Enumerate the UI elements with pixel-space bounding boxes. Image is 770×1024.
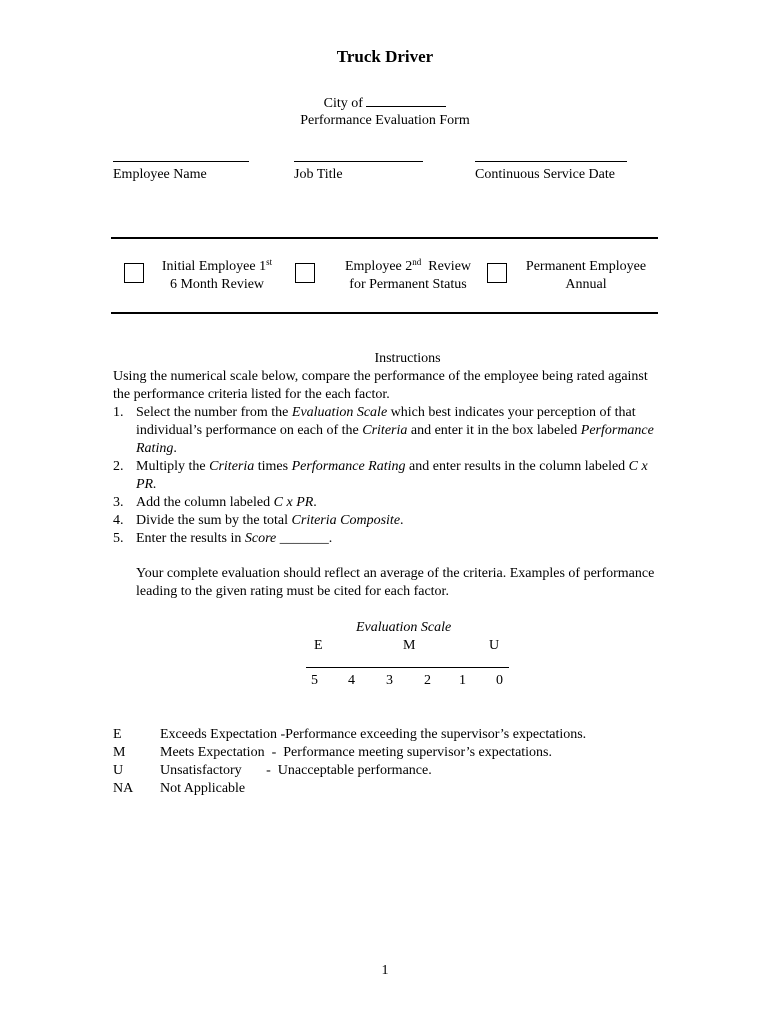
second-review-checkbox[interactable]: [295, 263, 315, 283]
permanent-annual-checkbox[interactable]: [487, 263, 507, 283]
legend-row: M Meets Expectation - Performance meeting supervisor’s expectations.: [113, 745, 553, 760]
rating-legend: [113, 708, 658, 796]
page-number: 1: [381, 963, 389, 978]
initial-review-label: Initial Employee 1st 6 Month Review: [161, 257, 273, 292]
list-item: 2. Multiply the Criteria times Performance Rating and enter results in the column labeled C x PR.: [113, 459, 648, 492]
scale-letter-m: M: [403, 638, 416, 653]
instructions-list: [113, 404, 658, 548]
page-title: Truck Driver: [336, 47, 434, 66]
list-item: 4. Divide the sum by the total Criteria Composite.: [113, 513, 404, 528]
second-review-label: Employee 2nd Review for Permanent Status: [344, 257, 472, 292]
instructions-heading: Instructions: [374, 351, 441, 366]
permanent-annual-label: Permanent Employee Annual: [525, 259, 647, 292]
service-date-field[interactable]: [475, 161, 627, 162]
city-of-label: City of: [323, 96, 363, 111]
legend-row: E Exceeds Expectation -Performance exceeding the supervisor’s expectations.: [113, 727, 587, 742]
employee-name-field[interactable]: [113, 161, 249, 162]
employee-name-label: Employee Name: [113, 167, 207, 182]
form-subtitle: Performance Evaluation Form: [300, 113, 470, 128]
city-line: [0, 94, 770, 113]
instructions-intro: Using the numerical scale below, compare the performance of the employee being rated against the performance criteria listed for the each factor.: [113, 369, 648, 402]
city-blank-field[interactable]: [366, 94, 446, 107]
instructions-closing: Your complete evaluation should reflect an average of the criteria. Examples of performance leading to the given rating must be cited for each factor.: [136, 566, 655, 599]
legend-row: U Unsatisfactory - Unacceptable performance.: [113, 763, 432, 778]
legend-row: NA Not Applicable: [113, 781, 246, 796]
divider-bottom: [111, 312, 658, 314]
scale-number: 1: [459, 673, 466, 688]
service-date-label: Continuous Service Date: [475, 167, 615, 182]
job-title-label: Job Title: [294, 167, 343, 182]
scale-number: 2: [424, 673, 431, 688]
scale-number: 5: [311, 673, 318, 688]
scale-numbers: [0, 672, 770, 690]
initial-review-checkbox[interactable]: [124, 263, 144, 283]
scale-rule: [306, 667, 509, 668]
scale-letter-u: U: [489, 638, 500, 653]
divider-top: [111, 237, 658, 239]
evaluation-scale-title: Evaluation Scale: [356, 620, 452, 635]
job-title-field[interactable]: [294, 161, 423, 162]
list-item: 1. Select the number from the Evaluation Scale which best indicates your perception of that individual’s performance on each of the Criteria and enter it in the box labeled Performance Rating.: [113, 405, 654, 456]
scale-letters: [0, 637, 770, 655]
list-item: 3. Add the column labeled C x PR.: [113, 495, 317, 510]
scale-letter-e: E: [314, 638, 323, 653]
scale-number: 0: [496, 673, 503, 688]
scale-number: 4: [348, 673, 355, 688]
scale-number: 3: [386, 673, 393, 688]
list-item: 5. Enter the results in Score _______.: [113, 531, 333, 546]
